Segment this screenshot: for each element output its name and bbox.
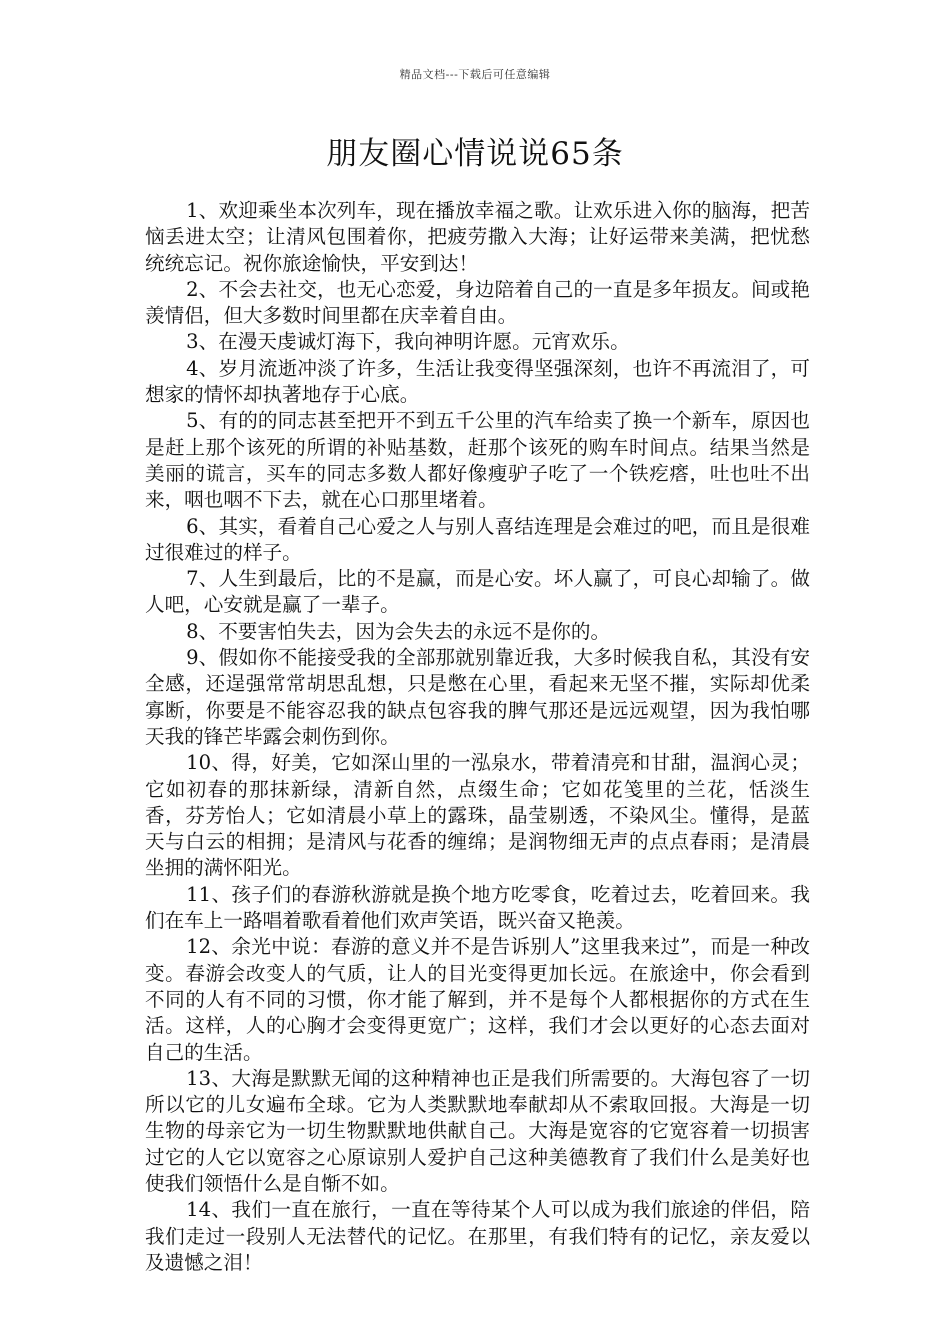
paragraph-14: 14、我们一直在旅行，一直在等待某个人可以成为我们旅途的伴侣，陪我们走过一段别人无法替代的记忆。在那里，有我们特有的记忆，亲友爱以及遗憾之泪！ (145, 1198, 810, 1274)
paragraph-2: 2、不会去社交，也无心恋爱，身边陪着自己的一直是多年损友。间或艳羡情侣，但大多数时间里都在庆幸着自由。 (145, 277, 810, 328)
paragraph-12: 12、余光中说：春游的意义并不是告诉别人”这里我来过”，而是一种改变。春游会改变人的气质，让人的目光变得更加长远。在旅途中，你会看到不同的人有不同的习惯，你才能了解到，并不是每个人都根据你的方式在生活。这样，人的心胸才会变得更宽广；这样，我们才会以更好的心态去面对自己的生活。 (145, 935, 810, 1064)
paragraph-10: 10、得，好美，它如深山里的一泓泉水，带着清亮和甘甜，温润心灵；它如初春的那抹新绿，清新自然，点缀生命；它如花笺里的兰花，恬淡生香，芬芳怡人；它如清晨小草上的露珠，晶莹剔透，不染风尘。懂得，是蓝天与白云的相拥；是清风与花香的缠绵；是润物细无声的点点春雨；是清晨坐拥的满怀阳光。 (145, 751, 810, 880)
paragraph-13: 13、大海是默默无闻的这种精神也正是我们所需要的。大海包容了一切所以它的儿女遍布全球。它为人类默默地奉献却从不索取回报。大海是一切生物的母亲它为一切生物默默地供献自己。大海是宽容的它宽容着一切损害过它的人它以宽容之心原谅别人爱护自己这种美德教育了我们什么是美好也使我们领悟什么是自惭不如。 (145, 1066, 810, 1195)
header-note: 精品文档---下载后可任意编辑 (399, 68, 551, 81)
paragraph-4: 4、岁月流逝冲淡了许多，生活让我变得坚强深刻，也许不再流泪了，可想家的情怀却执著地存于心底。 (145, 356, 810, 407)
paragraph-9: 9、假如你不能接受我的全部那就别靠近我，大多时候我自私，其没有安全感，还逞强常常胡思乱想，只是憋在心里，看起来无坚不摧，实际却优柔寡断，你要是不能容忍我的缺点包容我的脾气那还是远远观望，因为我怕哪天我的锋芒毕露会刺伤到你。 (145, 646, 810, 748)
document-body (145, 198, 810, 1276)
paragraph-6: 6、其实，看着自己心爱之人与别人喜结连理是会难过的吧，而且是很难过很难过的样子。 (145, 514, 810, 564)
paragraph-11: 11、孩子们的春游秋游就是换个地方吃零食，吃着过去，吃着回来。我们在车上一路唱着歌看着他们欢声笑语，既兴奋又艳羡。 (145, 882, 810, 933)
paragraph-1: 1、欢迎乘坐本次列车，现在播放幸福之歌。让欢乐进入你的脑海，把苦恼丢进太空；让清风包围着你，把疲劳撒入大海；让好运带来美满，把忧愁统统忘记。祝你旅途愉快，平安到达！ (145, 199, 810, 275)
paragraph-8: 8、不要害怕失去，因为会失去的永远不是你的。 (186, 619, 611, 643)
document-title: 朋友圈心情说说65条 (326, 136, 624, 172)
paragraph-5: 5、有的的同志甚至把开不到五千公里的汽车给卖了换一个新车，原因也是赶上那个该死的所谓的补贴基数，赶那个该死的购车时间点。结果当然是美丽的谎言，买车的同志多数人都好像瘦驴子吃了一个铁疙瘩，吐也吐不出来，咽也咽不下去，就在心口那里堵着。 (145, 409, 810, 512)
paragraph-7: 7、人生到最后，比的不是赢，而是心安。坏人赢了，可良心却输了。做人吧，心安就是赢了一辈子。 (145, 567, 810, 617)
paragraph-3: 3、在漫天虔诚灯海下，我向神明许愿。元宵欢乐。 (186, 330, 630, 354)
